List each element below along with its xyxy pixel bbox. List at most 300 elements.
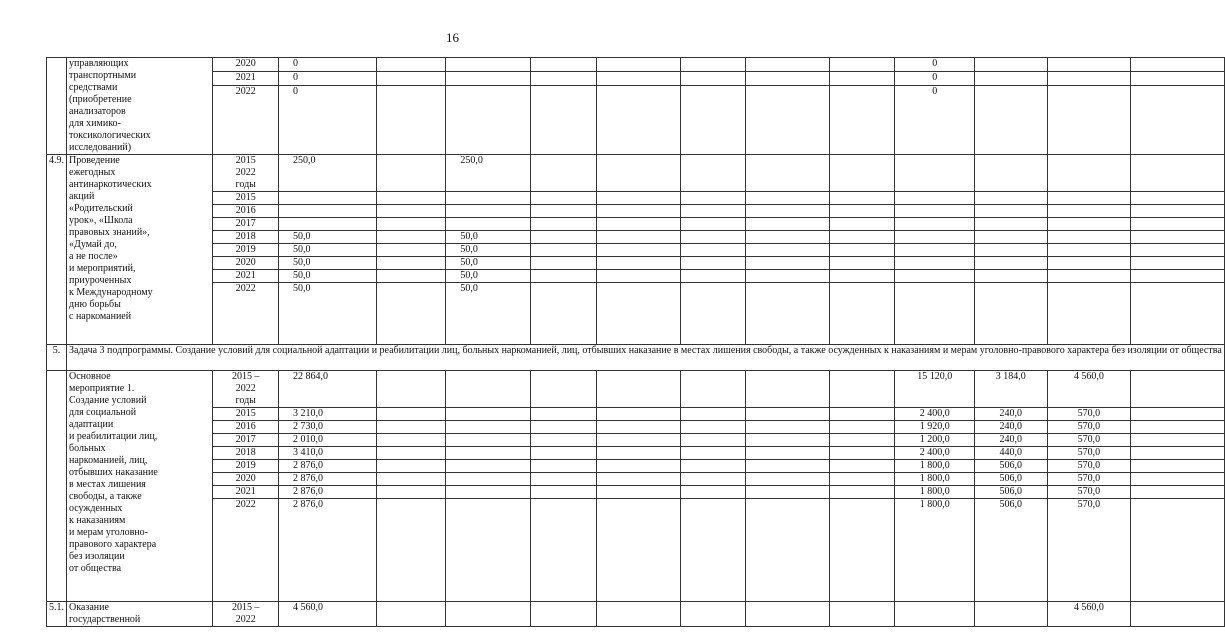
year-cell: 2020 (213, 257, 279, 270)
value-cell (1131, 270, 1225, 283)
value-cell (597, 499, 681, 602)
value-cell (680, 231, 746, 244)
value-cell (895, 218, 975, 231)
value-cell (829, 244, 895, 257)
total-cell: 2 876,0 (279, 460, 377, 473)
value-cell (680, 58, 746, 72)
table-row (47, 602, 1225, 627)
year-cell: 2017 (213, 434, 279, 447)
table-row (47, 460, 1225, 473)
value-cell (597, 434, 681, 447)
value-cell: 50,0 (446, 244, 531, 257)
value-cell (895, 205, 975, 218)
value-cell (974, 155, 1047, 192)
value-cell: 570,0 (1047, 473, 1131, 486)
value-cell (829, 602, 895, 627)
value-cell (680, 270, 746, 283)
value-cell (446, 434, 531, 447)
total-cell: 50,0 (279, 257, 377, 270)
value-cell (446, 486, 531, 499)
value-cell (746, 205, 830, 218)
table-row (47, 257, 1225, 270)
value-cell (376, 447, 446, 460)
value-cell (1131, 460, 1225, 473)
year-cell: 2022 (213, 85, 279, 154)
value-cell (1131, 434, 1225, 447)
value-cell (1047, 205, 1131, 218)
total-cell: 3 210,0 (279, 408, 377, 421)
total-cell: 22 864,0 (279, 371, 377, 408)
year-cell: 2022 (213, 283, 279, 345)
value-cell (746, 71, 830, 85)
value-cell (895, 270, 975, 283)
value-cell: 570,0 (1047, 499, 1131, 602)
value-cell: 506,0 (974, 460, 1047, 473)
value-cell (531, 371, 597, 408)
value-cell (829, 283, 895, 345)
table-row (47, 434, 1225, 447)
value-cell: 1 200,0 (895, 434, 975, 447)
value-cell (746, 371, 830, 408)
value-cell (680, 447, 746, 460)
value-cell (974, 257, 1047, 270)
value-cell (531, 192, 597, 205)
total-cell (279, 192, 377, 205)
value-cell: 1 800,0 (895, 460, 975, 473)
value-cell (746, 473, 830, 486)
total-cell: 50,0 (279, 231, 377, 244)
value-cell (597, 205, 681, 218)
value-cell (446, 205, 531, 218)
value-cell (531, 460, 597, 473)
table-row (47, 58, 1225, 72)
value-cell (1047, 218, 1131, 231)
value-cell (1131, 486, 1225, 499)
value-cell (680, 473, 746, 486)
total-cell: 2 010,0 (279, 434, 377, 447)
value-cell (974, 192, 1047, 205)
value-cell (376, 408, 446, 421)
value-cell (974, 218, 1047, 231)
value-cell: 240,0 (974, 421, 1047, 434)
total-cell: 2 730,0 (279, 421, 377, 434)
value-cell (376, 486, 446, 499)
table-row (47, 231, 1225, 244)
value-cell (531, 499, 597, 602)
value-cell (829, 218, 895, 231)
value-cell (1047, 244, 1131, 257)
value-cell (974, 283, 1047, 345)
value-cell (1131, 499, 1225, 602)
value-cell (746, 486, 830, 499)
value-cell: 506,0 (974, 499, 1047, 602)
value-cell (746, 85, 830, 154)
value-cell (829, 460, 895, 473)
year-cell: 2019 (213, 244, 279, 257)
value-cell (1131, 155, 1225, 192)
value-cell (597, 85, 681, 154)
value-cell (376, 71, 446, 85)
task-text: Задача 3 подпрограммы. Создание условий для социальной адаптации и реабилитации лиц, больных наркоманией, лиц, отбывших наказание в местах лишения свободы, а также осужденных к наказаниям и мерам уголовно-правового характера без изоляции от общества (67, 345, 1225, 371)
value-cell (1131, 473, 1225, 486)
value-cell (746, 58, 830, 72)
value-cell (376, 421, 446, 434)
value-cell (746, 408, 830, 421)
value-cell (746, 270, 830, 283)
value-cell (829, 71, 895, 85)
value-cell: 570,0 (1047, 434, 1131, 447)
value-cell (531, 71, 597, 85)
item-title: управляющих транспортными средствами (приобретение анализаторов для химико- токсикологических исследований) (67, 58, 213, 155)
value-cell (1131, 244, 1225, 257)
value-cell (746, 421, 830, 434)
value-cell (895, 257, 975, 270)
value-cell (446, 602, 531, 627)
value-cell (1131, 257, 1225, 270)
value-cell (680, 244, 746, 257)
year-cell: 2015 – 2022 (213, 602, 279, 627)
value-cell: 1 800,0 (895, 473, 975, 486)
value-cell (829, 270, 895, 283)
value-cell (829, 205, 895, 218)
value-cell (746, 447, 830, 460)
value-cell: 570,0 (1047, 447, 1131, 460)
value-cell (746, 231, 830, 244)
value-cell (829, 371, 895, 408)
table-row (47, 499, 1225, 602)
value-cell (531, 85, 597, 154)
value-cell (680, 602, 746, 627)
value-cell (376, 257, 446, 270)
year-cell: 2015 (213, 408, 279, 421)
value-cell (829, 155, 895, 192)
value-cell (376, 499, 446, 602)
value-cell: 506,0 (974, 486, 1047, 499)
value-cell (680, 460, 746, 473)
value-cell (680, 283, 746, 345)
value-cell (597, 155, 681, 192)
value-cell (597, 421, 681, 434)
value-cell: 50,0 (446, 283, 531, 345)
value-cell (1131, 58, 1225, 72)
total-cell: 0 (279, 58, 377, 72)
value-cell (597, 218, 681, 231)
total-cell: 2 876,0 (279, 473, 377, 486)
value-cell (531, 602, 597, 627)
year-cell: 2020 (213, 58, 279, 72)
value-cell: 240,0 (974, 408, 1047, 421)
year-cell: 2018 (213, 231, 279, 244)
total-cell (279, 205, 377, 218)
value-cell (974, 85, 1047, 154)
value-cell (597, 486, 681, 499)
value-cell: 1 800,0 (895, 486, 975, 499)
value-cell (1047, 85, 1131, 154)
value-cell (531, 205, 597, 218)
value-cell (895, 155, 975, 192)
value-cell (829, 231, 895, 244)
value-cell: 50,0 (446, 231, 531, 244)
value-cell (680, 155, 746, 192)
table-row (47, 244, 1225, 257)
value-cell (1131, 602, 1225, 627)
value-cell (1131, 231, 1225, 244)
total-cell: 3 410,0 (279, 447, 377, 460)
value-cell (531, 447, 597, 460)
total-cell: 2 876,0 (279, 486, 377, 499)
table-row (47, 155, 1225, 192)
value-cell (829, 408, 895, 421)
value-cell (376, 58, 446, 72)
value-cell: 0 (895, 58, 975, 72)
item-title: Оказание государственной (67, 602, 213, 627)
value-cell (376, 155, 446, 192)
table-row (47, 473, 1225, 486)
value-cell (376, 283, 446, 345)
value-cell (680, 371, 746, 408)
value-cell (680, 499, 746, 602)
table-row (47, 421, 1225, 434)
value-cell (1047, 58, 1131, 72)
value-cell (597, 283, 681, 345)
value-cell: 570,0 (1047, 486, 1131, 499)
value-cell (446, 473, 531, 486)
value-cell (746, 155, 830, 192)
value-cell (680, 434, 746, 447)
value-cell (829, 85, 895, 154)
value-cell (1131, 218, 1225, 231)
value-cell (376, 244, 446, 257)
value-cell (746, 499, 830, 602)
value-cell: 50,0 (446, 257, 531, 270)
year-cell: 2015 (213, 192, 279, 205)
value-cell (1047, 257, 1131, 270)
value-cell (829, 486, 895, 499)
value-cell (376, 205, 446, 218)
year-cell: 2021 (213, 270, 279, 283)
value-cell (531, 244, 597, 257)
value-cell (1047, 155, 1131, 192)
budget-table (46, 57, 1225, 627)
value-cell (376, 434, 446, 447)
value-cell (531, 283, 597, 345)
value-cell (376, 192, 446, 205)
value-cell (1131, 205, 1225, 218)
table-row (47, 486, 1225, 499)
value-cell: 1 800,0 (895, 499, 975, 602)
year-cell: 2020 (213, 473, 279, 486)
value-cell (531, 58, 597, 72)
table-row (47, 85, 1225, 154)
value-cell (446, 447, 531, 460)
value-cell (531, 231, 597, 244)
value-cell (895, 231, 975, 244)
value-cell (446, 371, 531, 408)
value-cell (376, 473, 446, 486)
value-cell (680, 71, 746, 85)
value-cell (376, 85, 446, 154)
value-cell (680, 408, 746, 421)
value-cell (1131, 192, 1225, 205)
value-cell: 240,0 (974, 434, 1047, 447)
value-cell: 570,0 (1047, 460, 1131, 473)
value-cell (376, 602, 446, 627)
value-cell (746, 244, 830, 257)
table-row (47, 218, 1225, 231)
value-cell (597, 408, 681, 421)
table-row (47, 71, 1225, 85)
year-cell: 2021 (213, 71, 279, 85)
value-cell (895, 602, 975, 627)
value-cell (531, 257, 597, 270)
table-row (47, 408, 1225, 421)
item-title: Проведение ежегодных антинаркотических акций «Родительский урок», «Школа правовых знаний», «Думай до, а не после» и мероприятий, приуроченных к Международному дню борьбы с наркоманией (67, 155, 213, 345)
value-cell (974, 58, 1047, 72)
value-cell (531, 421, 597, 434)
value-cell (829, 421, 895, 434)
value-cell (597, 257, 681, 270)
value-cell (597, 244, 681, 257)
value-cell (895, 244, 975, 257)
total-cell: 50,0 (279, 283, 377, 345)
item-number (47, 58, 67, 155)
value-cell (829, 58, 895, 72)
value-cell: 0 (895, 85, 975, 154)
value-cell (680, 85, 746, 154)
value-cell (746, 283, 830, 345)
value-cell (446, 71, 531, 85)
value-cell (680, 486, 746, 499)
value-cell (376, 218, 446, 231)
value-cell: 4 560,0 (1047, 371, 1131, 408)
year-cell: 2015 – 2022 годы (213, 371, 279, 408)
year-cell: 2021 (213, 486, 279, 499)
value-cell (895, 283, 975, 345)
value-cell (1131, 371, 1225, 408)
value-cell (1047, 71, 1131, 85)
value-cell (680, 421, 746, 434)
value-cell: 570,0 (1047, 408, 1131, 421)
value-cell (746, 602, 830, 627)
year-cell: 2017 (213, 218, 279, 231)
value-cell (597, 371, 681, 408)
value-cell: 4 560,0 (1047, 602, 1131, 627)
table-row (47, 283, 1225, 345)
value-cell (746, 192, 830, 205)
value-cell (1047, 231, 1131, 244)
value-cell (1047, 270, 1131, 283)
value-cell (1131, 71, 1225, 85)
value-cell (1047, 283, 1131, 345)
value-cell (829, 434, 895, 447)
value-cell (974, 270, 1047, 283)
value-cell (1131, 408, 1225, 421)
value-cell (597, 473, 681, 486)
value-cell (829, 192, 895, 205)
value-cell (597, 460, 681, 473)
table-row (47, 270, 1225, 283)
value-cell (829, 257, 895, 270)
value-cell (974, 231, 1047, 244)
table-row (47, 192, 1225, 205)
value-cell: 50,0 (446, 270, 531, 283)
value-cell (746, 460, 830, 473)
task-number: 5. (47, 345, 67, 371)
total-cell: 0 (279, 85, 377, 154)
page-number: 16 (446, 30, 459, 45)
value-cell: 2 400,0 (895, 408, 975, 421)
total-cell: 50,0 (279, 270, 377, 283)
table-row (47, 205, 1225, 218)
value-cell (531, 434, 597, 447)
value-cell (1131, 283, 1225, 345)
value-cell (531, 218, 597, 231)
year-cell: 2015 2022 годы (213, 155, 279, 192)
value-cell (597, 192, 681, 205)
value-cell (680, 218, 746, 231)
value-cell (680, 257, 746, 270)
item-title: Основное мероприятие 1. Создание условий для социальной адаптации и реабилитации лиц, больных наркоманией, лиц, отбывших наказание в местах лишения свободы, а также осужденных к наказаниям и мерам уголовно- правового характера без изоляции от общества (67, 371, 213, 602)
value-cell (974, 71, 1047, 85)
year-cell: 2018 (213, 447, 279, 460)
value-cell (746, 434, 830, 447)
value-cell (1131, 85, 1225, 154)
value-cell (446, 421, 531, 434)
table-row (47, 371, 1225, 408)
value-cell (446, 58, 531, 72)
value-cell: 506,0 (974, 473, 1047, 486)
item-number: 4.9. (47, 155, 67, 345)
value-cell (597, 447, 681, 460)
year-cell: 2016 (213, 421, 279, 434)
value-cell (1131, 447, 1225, 460)
value-cell (597, 58, 681, 72)
value-cell (829, 473, 895, 486)
value-cell (446, 460, 531, 473)
value-cell (376, 231, 446, 244)
year-cell: 2016 (213, 205, 279, 218)
value-cell (376, 371, 446, 408)
value-cell (974, 244, 1047, 257)
item-number (47, 371, 67, 602)
year-cell: 2022 (213, 499, 279, 602)
value-cell (1131, 421, 1225, 434)
value-cell (531, 155, 597, 192)
value-cell: 440,0 (974, 447, 1047, 460)
value-cell (1047, 192, 1131, 205)
value-cell (446, 218, 531, 231)
value-cell (446, 408, 531, 421)
task-row (47, 345, 1225, 371)
value-cell (680, 192, 746, 205)
value-cell (531, 270, 597, 283)
value-cell (446, 499, 531, 602)
value-cell (597, 231, 681, 244)
value-cell (829, 499, 895, 602)
value-cell: 3 184,0 (974, 371, 1047, 408)
value-cell: 570,0 (1047, 421, 1131, 434)
total-cell: 0 (279, 71, 377, 85)
total-cell: 250,0 (279, 155, 377, 192)
value-cell (746, 257, 830, 270)
year-cell: 2019 (213, 460, 279, 473)
value-cell (597, 71, 681, 85)
value-cell (974, 205, 1047, 218)
value-cell (376, 270, 446, 283)
value-cell (895, 192, 975, 205)
table-row (47, 447, 1225, 460)
value-cell: 1 920,0 (895, 421, 975, 434)
